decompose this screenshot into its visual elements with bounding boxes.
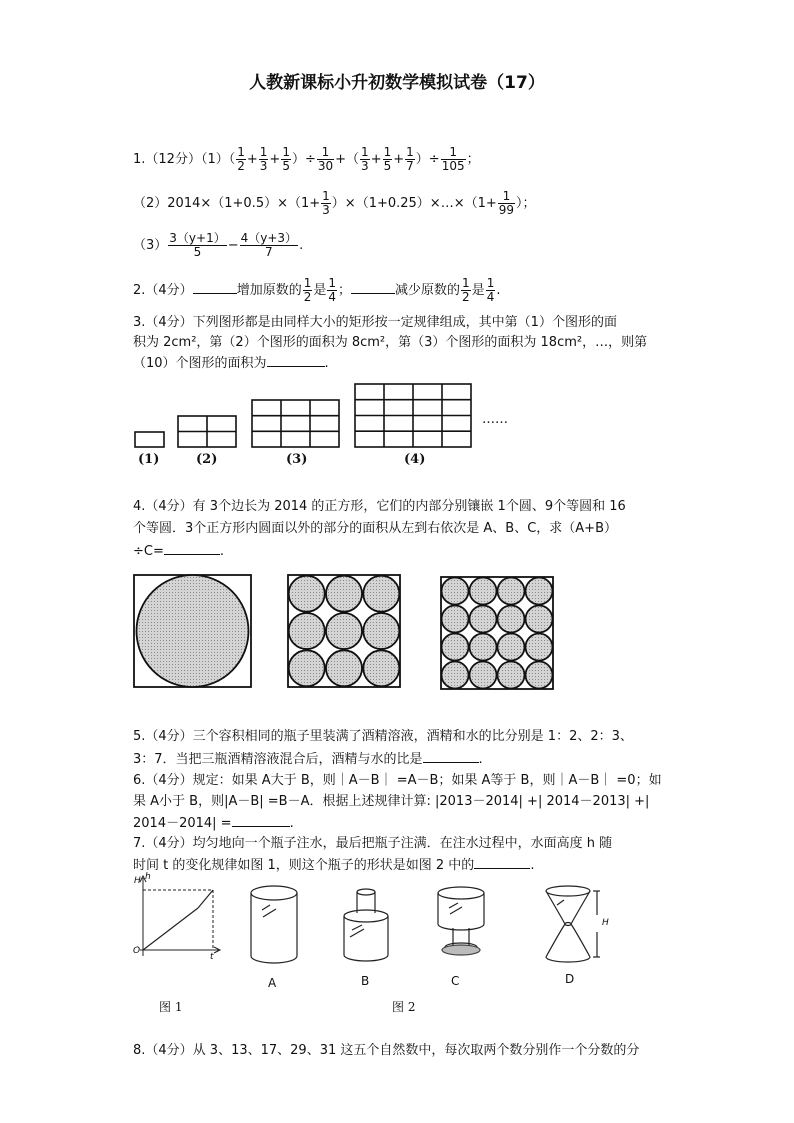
text: 减少原数的 [395,283,461,298]
frac: $\frac{1}{5}$ [383,145,392,173]
option-a-label: A [268,976,277,990]
text: ）×（1+0.25）×…×（1+ [331,196,497,211]
fig-label-3: (3) [286,452,308,467]
plus: + [370,152,382,167]
bottle-a [251,886,297,963]
page-title: 人教新课标小升初数学模拟试卷（17） [249,73,545,93]
graph-h-vs-t [140,876,220,956]
question-7-line-1: 7.（4分）均匀地向一个瓶子注水，最后把瓶子注满．在注水过程中，水面高度 h 随 [133,836,613,851]
frac: $\frac{1}{2}$ [303,276,312,304]
question-6-line-2: 果 A小于 B，则|A－B| =B－A．根据上述规律计算: |2013－2014| +| 2014－2013| +| [133,794,650,809]
text: . [530,858,535,873]
text: 增加原数的 [236,283,302,298]
text: ÷C= [133,544,164,559]
plus: + [246,152,258,167]
text: 是 [313,283,327,298]
text: （10）个图形的面积为 [133,356,267,371]
frac: $\frac{1}{3}$ [361,145,369,173]
axis-h-label: h [145,872,151,882]
fig-label-4: (4) [404,452,426,467]
text: . [478,752,483,767]
fig-label-2: (2) [196,452,218,467]
text: ； [338,283,352,298]
text: （2）2014×（1+0.5）×（1+ [133,196,321,211]
frac: $\frac{1}{5}$ [282,145,290,173]
frac: $\frac{1}{99}$ [498,189,515,217]
axis-t-label: t [210,952,214,962]
text: 2014－2014| = [133,816,232,831]
ellipsis: …… [482,412,508,427]
frac: $\frac{1}{3}$ [259,145,268,173]
text: +（ [335,152,360,167]
text: . [496,283,501,298]
minus: − [227,238,239,253]
text: ）； [516,196,536,211]
text: 2.（4分） [133,283,193,298]
q1-head: 1.（12分）（1）（ [133,152,236,167]
figure-2-caption: 图 2 [392,1000,416,1014]
frac: $\frac{1}{30}$ [317,145,334,173]
question-5-line-1: 5.（4分）三个容积相同的瓶子里装满了酒精溶液，酒精和水的比分别是 1：2、2：3、 [133,729,633,744]
frac: $\frac{3(y+1)}{5}$ [169,231,226,259]
question-8-line-1: 8.（4分）从 3、13、17、29、31 这五个自然数中，每次取两个数分别作一个分数的分 [133,1043,640,1058]
question-3-line-2: 积为 2cm²，第（2）个图形的面积为 8cm²，第（3）个图形的面积为 18cm²，…，则第 [133,335,648,350]
text: 3：7．当把三瓶酒精溶液混合后，酒精与水的比是 [133,752,423,767]
origin-label: O [133,946,141,956]
frac: $\frac{1}{4}$ [486,276,495,304]
question-4-line-1: 4.（4分）有 3个边长为 2014 的正方形，它们的内部分别镶嵌 1个圆、9个等圆和 16 [133,499,626,514]
text: . [299,238,304,253]
frac: $\frac{1}{2}$ [237,145,245,173]
text: . [219,544,225,559]
frac: $\frac{1}{7}$ [406,145,414,173]
frac: $\frac{1}{4}$ [328,276,336,304]
text: （3） [133,238,168,253]
bottle-b [344,889,388,961]
frac: $\frac{1}{2}$ [462,276,470,304]
text: 时间 t 的变化规律如图 1，则这个瓶子的形状是如图 2 中的 [133,858,475,873]
frac: $\frac{4(y+3)}{7}$ [240,231,298,259]
frac: $\frac{1}{105}$ [441,145,465,173]
option-b-label: B [361,974,370,988]
question-6-line-1: 6.（4分）规定：如果 A大于 B，则｜A－B｜ =A－B；如果 A等于 B，则｜A－B｜ =0；如 [133,773,662,788]
bottle-c [438,887,484,955]
question-3-line-1: 3.（4分）下列图形都是由同样大小的矩形按一定规律组成，其中第（1）个图形的面 [133,315,617,330]
option-d-label: D [565,972,575,986]
bottle-d [546,886,600,962]
height-H-label: H [602,918,609,928]
plus: + [269,152,281,167]
frac: $\frac{1}{3}$ [322,189,330,217]
option-c-label: C [451,974,460,988]
figure-1-caption: 图 1 [159,1000,183,1014]
question-4-line-2: 个等圆．3个正方形内圆面以外的部分的面积从左到右依次是 A、B、C，求（A+B） [133,521,617,536]
text: 是 [471,283,485,298]
fig-label-1: (1) [138,452,160,467]
text: . [289,816,294,831]
text: ）÷ [291,152,316,167]
plus: + [393,152,405,167]
text: ）÷ [415,152,440,167]
axis-H-label: H [134,876,141,886]
text: . [324,356,329,371]
text: ； [466,152,480,167]
